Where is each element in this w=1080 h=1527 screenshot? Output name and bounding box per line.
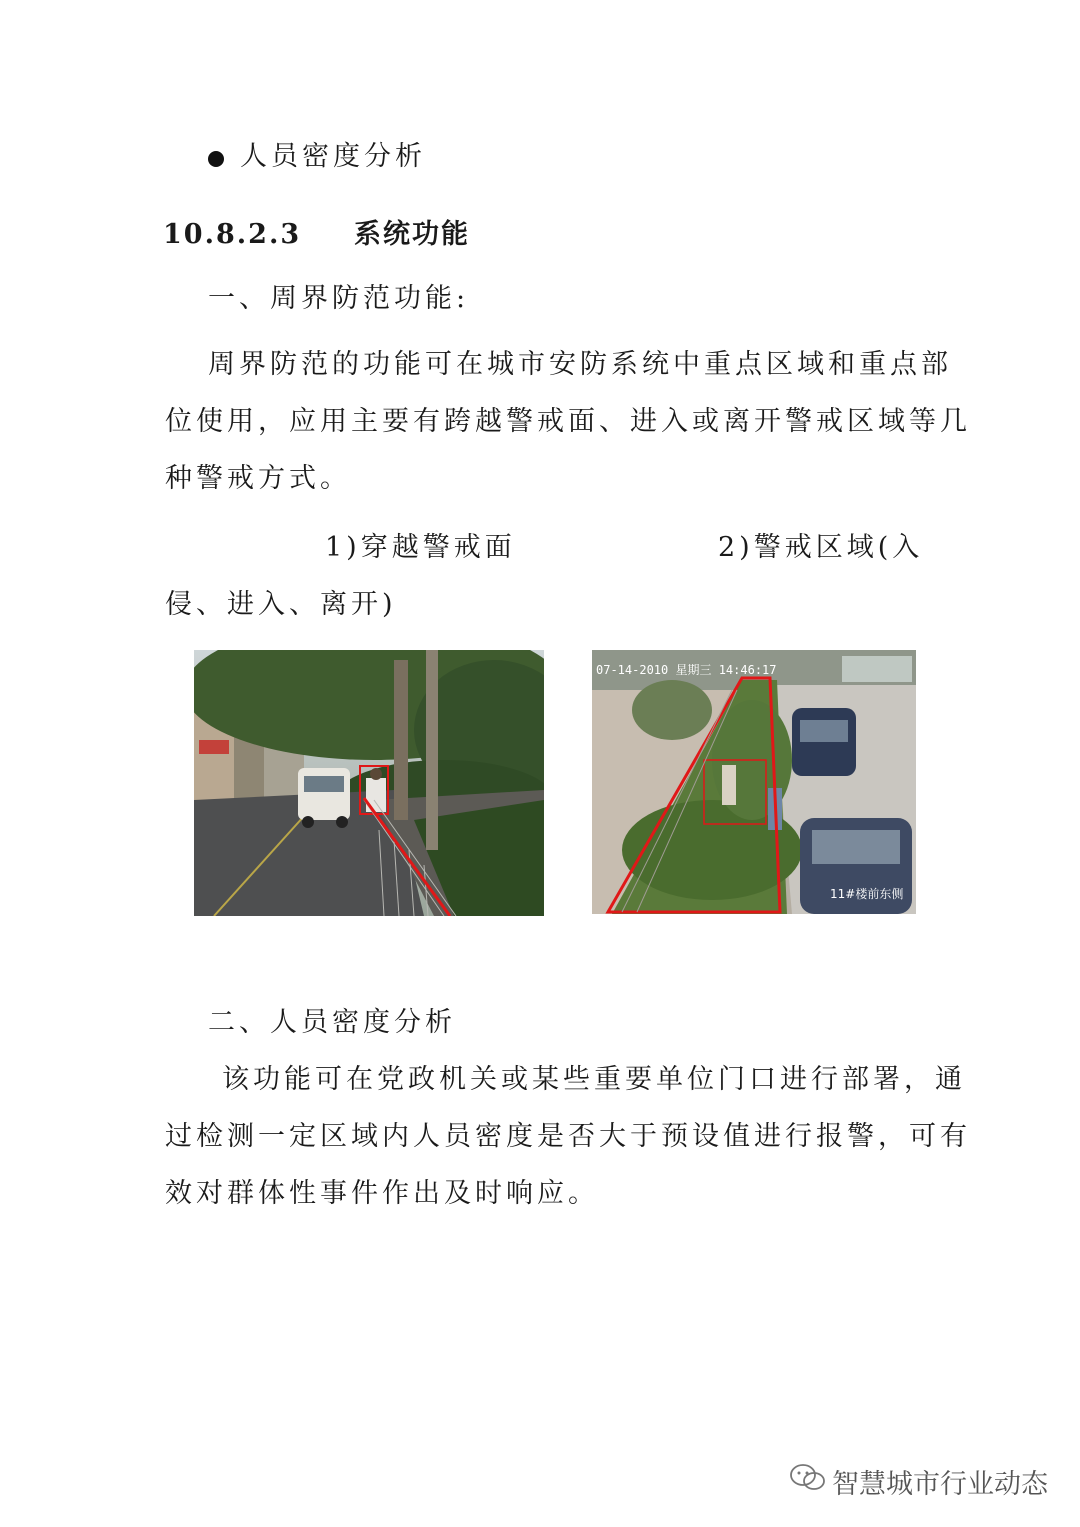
caption-2-cont: 侵、进入、离开): [165, 589, 397, 620]
photo-tripwire: [194, 650, 544, 916]
part1-para-line-1: 周界防范的功能可在城市安防系统中重点区域和重点部: [208, 349, 952, 380]
section-title: 系统功能: [353, 219, 470, 250]
part1-heading: 一、周界防范功能:: [208, 283, 470, 314]
wechat-icon: [790, 1464, 826, 1499]
part2-heading: 二、人员密度分析: [208, 1007, 456, 1038]
photo2-timestamp: 07-14-2010 星期三 14:46:17: [596, 663, 777, 677]
photo2-camera-label: 11#楼前东侧: [830, 887, 904, 901]
caption-2: 2)警戒区域(入: [718, 532, 924, 563]
part2-para-line-1: 该功能可在党政机关或某些重要单位门口进行部署，通: [222, 1064, 966, 1095]
caption-1: 1)穿越警戒面: [325, 532, 516, 563]
part2-para-line-3: 效对群体性事件作出及时响应。: [165, 1178, 599, 1209]
part1-para-line-3: 种警戒方式。: [165, 463, 351, 494]
part1-para-line-2: 位使用，应用主要有跨越警戒面、进入或离开警戒区域等几: [165, 406, 971, 437]
section-heading: [163, 212, 470, 251]
section-number: 10.8.2.3: [163, 219, 302, 250]
photo-guard-area: [592, 650, 916, 914]
part2-para-line-2: 过检测一定区域内人员密度是否大于预设值进行报警，可有: [165, 1121, 971, 1152]
bullet-dot: [208, 151, 224, 167]
watermark-text: 智慧城市行业动态: [832, 1469, 1048, 1500]
bullet-text: 人员密度分析: [240, 141, 426, 172]
watermark: [790, 1462, 1048, 1501]
